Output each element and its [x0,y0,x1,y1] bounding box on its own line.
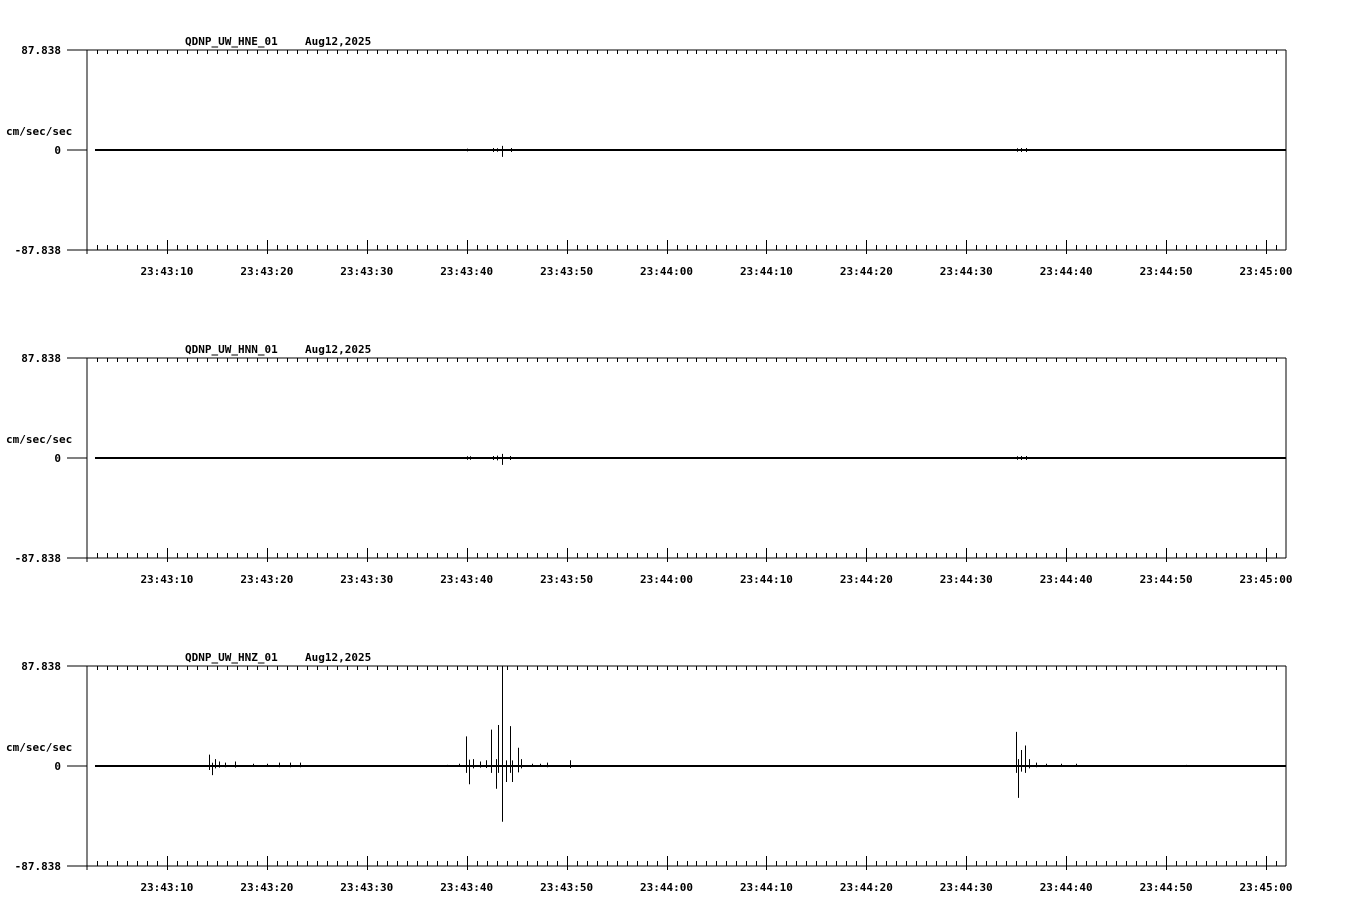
y-tick-label: -87.838 [14,860,61,873]
x-tick-label: 23:43:50 [540,573,594,586]
x-tick-label: 23:43:30 [340,573,394,586]
x-tick-label: 23:43:50 [540,265,594,278]
x-tick-label: 23:43:10 [140,265,194,278]
x-tick-label: 23:44:40 [1039,265,1093,278]
y-tick-label: 87.838 [21,44,61,57]
y-tick-label: 0 [54,760,61,773]
x-tick-label: 23:44:20 [839,265,893,278]
x-tick-label: 23:43:30 [340,265,394,278]
x-tick-label: 23:43:50 [540,881,594,894]
x-tick-label: 23:44:40 [1039,881,1093,894]
x-tick-label: 23:43:10 [140,573,194,586]
panel-title: QDNP_UW_HNZ_01 [185,651,278,664]
y-tick-label: 87.838 [21,660,61,673]
y-axis-label: cm/sec/sec [6,741,73,754]
x-tick-label: 23:44:20 [839,573,893,586]
y-tick-label: 87.838 [21,352,61,365]
y-axis-label: cm/sec/sec [6,125,73,138]
x-tick-label: 23:44:20 [839,881,893,894]
y-tick-label: 0 [54,452,61,465]
x-tick-label: 23:45:00 [1239,265,1293,278]
x-tick-label: 23:44:50 [1139,265,1193,278]
x-tick-label: 23:44:00 [640,881,694,894]
x-tick-label: 23:43:40 [440,573,494,586]
x-tick-label: 23:44:10 [739,573,793,586]
panel-2 [6,343,1293,586]
x-tick-label: 23:43:40 [440,881,494,894]
x-tick-label: 23:44:30 [939,265,993,278]
x-tick-label: 23:44:30 [939,573,993,586]
x-tick-label: 23:43:10 [140,881,194,894]
x-tick-label: 23:44:00 [640,573,694,586]
panel-1 [6,35,1293,278]
x-tick-label: 23:44:10 [739,881,793,894]
x-tick-label: 23:44:50 [1139,573,1193,586]
x-tick-label: 23:44:10 [739,265,793,278]
x-tick-label: 23:44:40 [1039,573,1093,586]
x-tick-label: 23:43:20 [240,881,294,894]
panel-date: Aug12,2025 [305,651,372,664]
x-tick-label: 23:44:30 [939,881,993,894]
x-tick-label: 23:43:40 [440,265,494,278]
panel-title: QDNP_UW_HNE_01 [185,35,278,48]
panel-date: Aug12,2025 [305,35,372,48]
x-tick-label: 23:45:00 [1239,881,1293,894]
panel-title: QDNP_UW_HNN_01 [185,343,278,356]
x-tick-label: 23:43:20 [240,573,294,586]
y-tick-label: -87.838 [14,244,61,257]
x-tick-label: 23:45:00 [1239,573,1293,586]
panel-date: Aug12,2025 [305,343,372,356]
panel-3 [6,651,1293,894]
y-tick-label: 0 [54,144,61,157]
y-tick-label: -87.838 [14,552,61,565]
x-tick-label: 23:43:30 [340,881,394,894]
x-tick-label: 23:44:00 [640,265,694,278]
y-axis-label: cm/sec/sec [6,433,73,446]
x-tick-label: 23:44:50 [1139,881,1193,894]
x-tick-label: 23:43:20 [240,265,294,278]
